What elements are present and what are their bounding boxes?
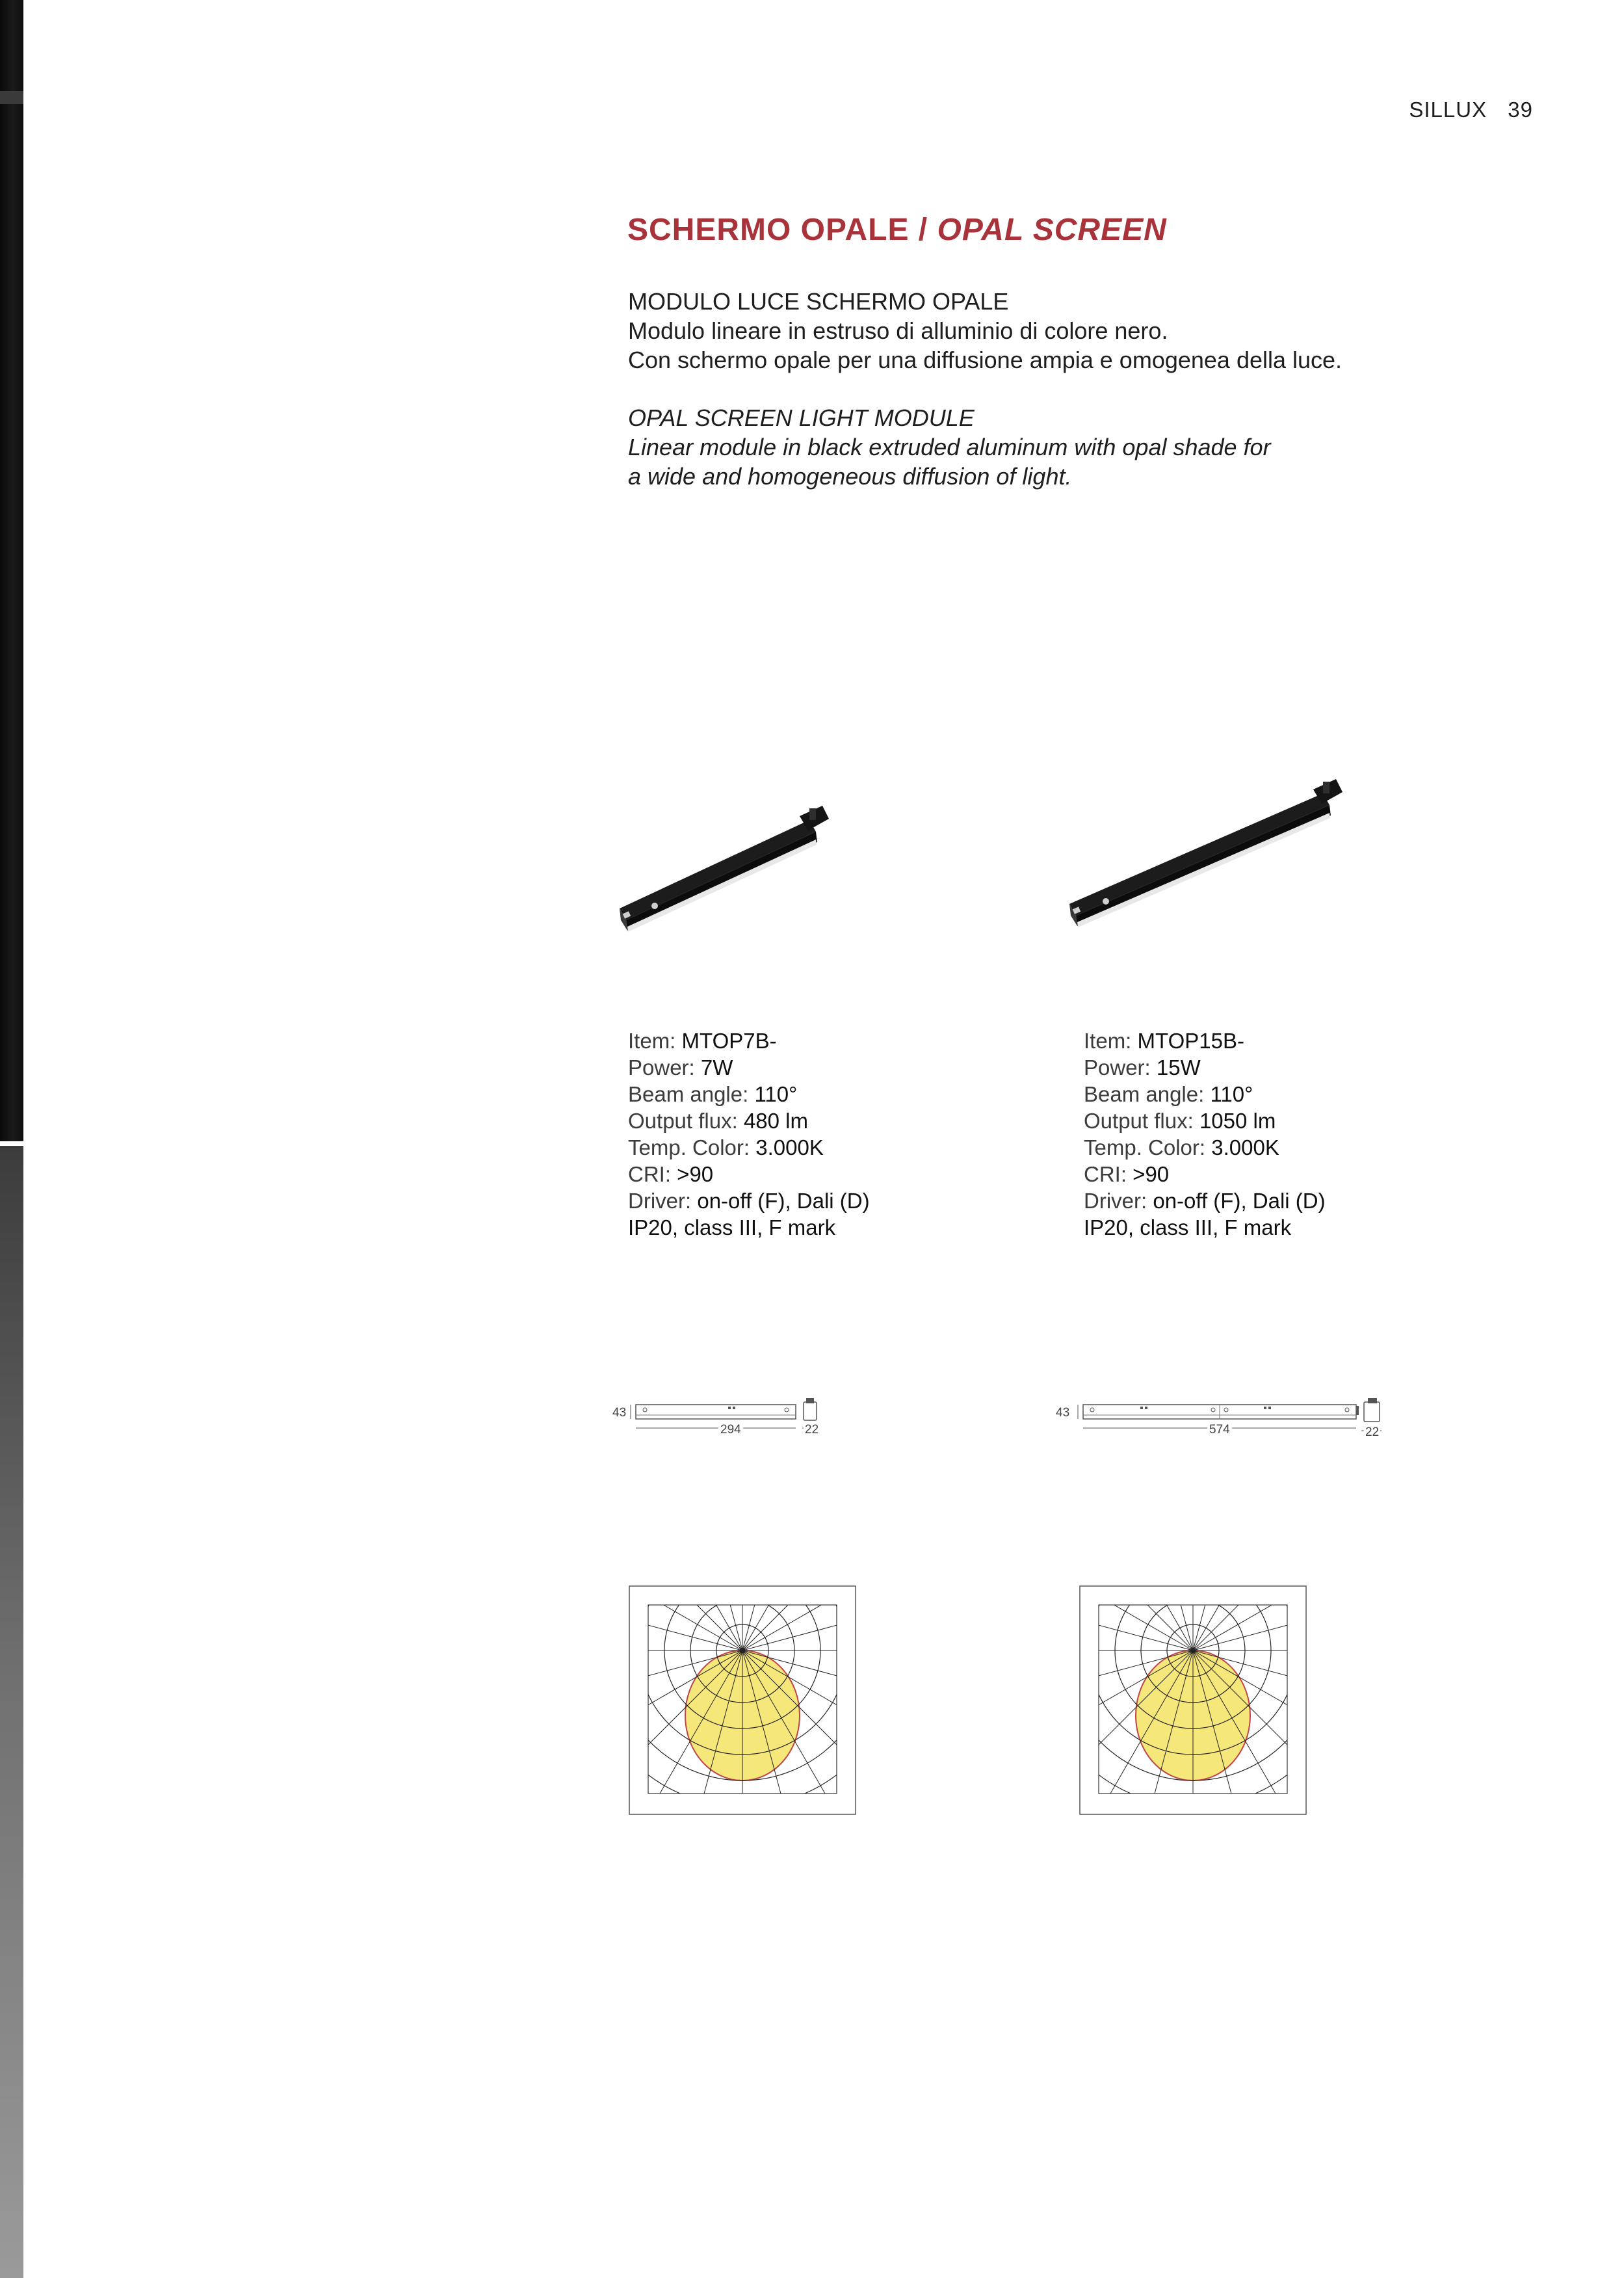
spec-value: 480 lm bbox=[743, 1109, 808, 1133]
track-light-module-image bbox=[614, 797, 855, 946]
spec-value: 110° bbox=[1210, 1082, 1253, 1106]
description-line: a wide and homogeneous diffusion of light. bbox=[628, 463, 1072, 490]
spec-row bbox=[628, 1187, 870, 1214]
description-line: Linear module in black extruded aluminum with opal shade for bbox=[628, 434, 1271, 460]
spec-label: Driver: bbox=[1084, 1189, 1153, 1213]
spec-label: CRI: bbox=[1084, 1162, 1133, 1186]
dimension-length: 294 bbox=[720, 1423, 741, 1437]
dimension-width: 22 bbox=[805, 1423, 819, 1437]
description-italian bbox=[628, 287, 1342, 375]
spec-label: Item: bbox=[1084, 1029, 1138, 1053]
spec-label: Beam angle: bbox=[1084, 1082, 1211, 1106]
spec-row bbox=[628, 1054, 870, 1081]
spec-row bbox=[1084, 1187, 1326, 1214]
spec-rating: IP20, class III, F mark bbox=[1084, 1215, 1292, 1239]
spec-value: 3.000K bbox=[1211, 1135, 1279, 1159]
spec-label: CRI: bbox=[628, 1162, 677, 1186]
spec-label: Power: bbox=[628, 1055, 701, 1079]
spec-rating: IP20, class III, F mark bbox=[628, 1215, 836, 1239]
spec-row bbox=[1084, 1134, 1326, 1161]
spec-value: MTOP7B- bbox=[681, 1029, 777, 1053]
spec-row bbox=[1084, 1054, 1326, 1081]
product-specs bbox=[1084, 1027, 1326, 1241]
title-english: OPAL SCREEN bbox=[937, 213, 1167, 247]
dimension-drawing bbox=[1053, 1397, 1385, 1455]
title-italian: SCHERMO OPALE / bbox=[627, 213, 937, 247]
spec-label: Temp. Color: bbox=[628, 1135, 756, 1159]
description-heading: OPAL SCREEN LIGHT MODULE bbox=[628, 404, 975, 431]
spec-row bbox=[1084, 1081, 1326, 1107]
spec-row bbox=[628, 1107, 870, 1134]
spec-row bbox=[1084, 1161, 1326, 1187]
polar-diagram bbox=[1079, 1585, 1307, 1815]
product-specs bbox=[628, 1027, 870, 1241]
spec-value: 1050 lm bbox=[1199, 1109, 1276, 1133]
spec-row bbox=[628, 1081, 870, 1107]
spec-value: MTOP15B- bbox=[1137, 1029, 1244, 1053]
spec-value: on-off (F), Dali (D) bbox=[697, 1189, 870, 1213]
description-heading: MODULO LUCE SCHERMO OPALE bbox=[628, 288, 1009, 315]
page-number: 39 bbox=[1508, 98, 1533, 122]
spec-value: >90 bbox=[677, 1162, 714, 1186]
spec-label: Output flux: bbox=[628, 1109, 744, 1133]
brand-name: SILLUX bbox=[1409, 98, 1487, 122]
spec-row bbox=[1084, 1027, 1326, 1054]
page-edge-dark bbox=[0, 0, 23, 1141]
spec-value: 15W bbox=[1156, 1055, 1201, 1079]
description-line: Modulo lineare in estruso di alluminio di colore nero. bbox=[628, 317, 1168, 344]
spec-label: Power: bbox=[1084, 1055, 1157, 1079]
spec-row bbox=[628, 1027, 870, 1054]
page-edge-grey bbox=[0, 1146, 23, 2278]
spec-label: Temp. Color: bbox=[1084, 1135, 1212, 1159]
dimension-height: 43 bbox=[1056, 1406, 1070, 1420]
description-line: Con schermo opale per una diffusione ampia e omogenea della luce. bbox=[628, 347, 1342, 373]
spec-value: 3.000K bbox=[755, 1135, 824, 1159]
spec-label: Driver: bbox=[628, 1189, 698, 1213]
spec-value: >90 bbox=[1133, 1162, 1170, 1186]
section-title bbox=[627, 212, 1167, 248]
dimension-drawing bbox=[611, 1397, 884, 1455]
spec-row bbox=[628, 1134, 870, 1161]
dimension-length: 574 bbox=[1209, 1423, 1230, 1437]
spec-value: 7W bbox=[700, 1055, 733, 1079]
page-folio bbox=[1409, 98, 1533, 122]
spec-row bbox=[1084, 1107, 1326, 1134]
dimension-height: 43 bbox=[612, 1406, 627, 1420]
dimension-width: 22 bbox=[1365, 1425, 1380, 1439]
spec-value: on-off (F), Dali (D) bbox=[1153, 1189, 1326, 1213]
description-english bbox=[628, 403, 1271, 491]
spec-label: Output flux: bbox=[1084, 1109, 1199, 1133]
spec-label: Beam angle: bbox=[628, 1082, 755, 1106]
polar-diagram bbox=[629, 1585, 856, 1815]
spec-value: 110° bbox=[754, 1082, 798, 1106]
track-light-module-image bbox=[1063, 774, 1349, 946]
spec-row bbox=[628, 1161, 870, 1187]
spec-label: Item: bbox=[628, 1029, 682, 1053]
